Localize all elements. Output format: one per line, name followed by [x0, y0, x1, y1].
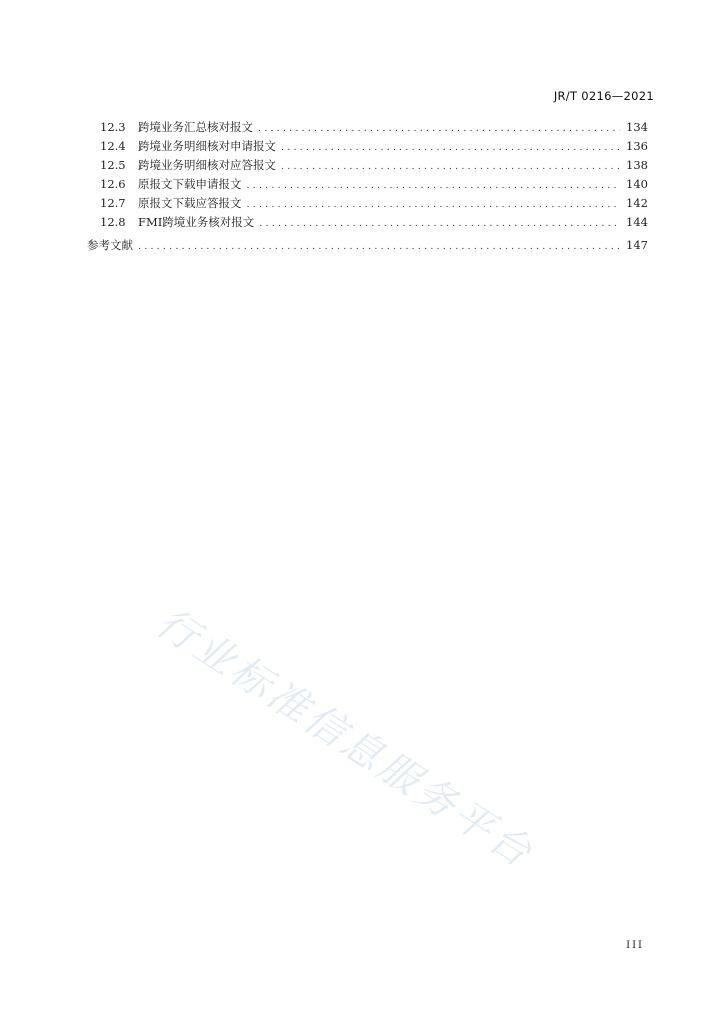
standard-number: JR/T 0216—2021	[553, 89, 654, 103]
page-number: III	[626, 940, 644, 951]
toc-leader	[256, 120, 620, 138]
toc-entry-12-6[interactable]	[100, 175, 648, 193]
toc-leader	[279, 158, 620, 176]
toc-title: 跨境业务汇总核对报文	[138, 120, 253, 134]
toc-title: 参考文献	[87, 238, 133, 252]
toc-entry-12-3[interactable]	[100, 118, 648, 136]
toc-leader	[136, 238, 620, 256]
toc-entry-12-7[interactable]	[100, 194, 648, 212]
toc-title: 跨境业务明细核对申请报文	[138, 139, 276, 153]
toc-leader	[279, 139, 620, 157]
toc-entry-12-5[interactable]	[100, 156, 648, 174]
toc-title: FMI跨境业务核对报文	[138, 215, 255, 229]
toc-leader	[245, 177, 621, 195]
toc-leader	[245, 196, 621, 214]
toc-entry-12-8[interactable]	[100, 213, 648, 231]
toc-page: 138	[626, 158, 648, 172]
watermark: 行业标准信息服务平台	[148, 599, 543, 878]
toc-page: 142	[626, 196, 648, 210]
toc-title: 原报文下载应答报文	[138, 196, 242, 210]
toc-page: 140	[626, 177, 648, 191]
toc-title: 原报文下载申请报文	[138, 177, 242, 191]
toc-page: 144	[626, 215, 648, 229]
toc-title: 跨境业务明细核对应答报文	[138, 158, 276, 172]
toc-number: 12.7	[100, 196, 126, 210]
toc-number: 12.6	[100, 177, 126, 191]
toc-entry-references[interactable]	[87, 236, 648, 254]
toc-page: 136	[626, 139, 648, 153]
toc-entry-12-4[interactable]	[100, 137, 648, 155]
toc-leader	[257, 215, 620, 233]
toc-number: 12.8	[100, 215, 126, 229]
toc-page: 147	[626, 238, 648, 252]
toc-number: 12.5	[100, 158, 126, 172]
toc-page: 134	[626, 120, 648, 134]
toc-number: 12.4	[100, 139, 126, 153]
toc-number: 12.3	[100, 120, 126, 134]
